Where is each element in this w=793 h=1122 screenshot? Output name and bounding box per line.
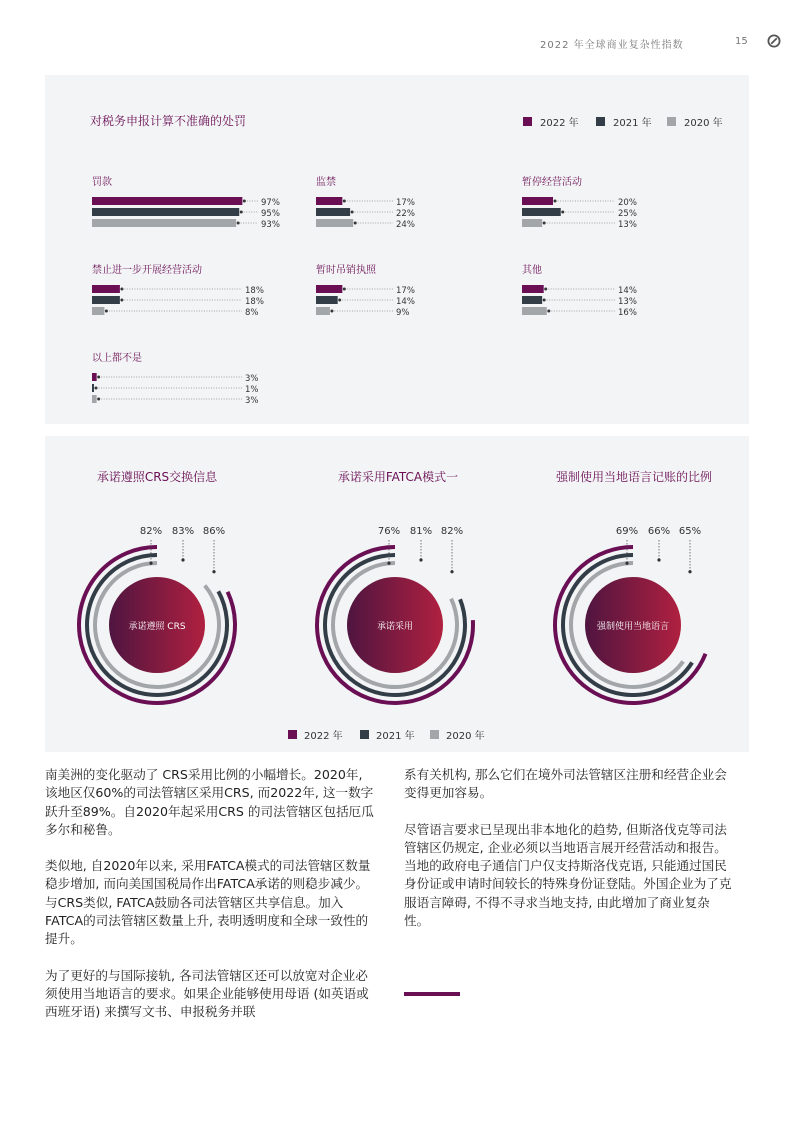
data-label: 97% — [261, 198, 280, 208]
bar — [522, 307, 547, 315]
bar — [92, 197, 242, 205]
leader-dot — [149, 562, 152, 565]
bar — [92, 219, 236, 227]
radial-value-label: 76% — [377, 526, 401, 537]
data-label: 3% — [245, 396, 259, 406]
bar — [92, 208, 239, 216]
bar — [92, 384, 94, 392]
page-number: 15 — [735, 36, 748, 47]
radial-value-label: 66% — [647, 526, 671, 537]
legend-swatch — [596, 117, 605, 126]
leader-dot — [212, 570, 215, 573]
paragraph: 类似地, 自2020年以来, 采用FATCA模式的司法管辖区数量稳步增加, 而向美国国税局作出FATCA承诺的则稳步减少。与CRS类似, FATCA鼓励各司法管辖区共享信息。加入FATCA的司法管辖区数量上升, 表明透明度和全球一致性的提升。 — [45, 858, 371, 947]
leader-dot — [657, 558, 660, 561]
data-label: 20% — [618, 198, 637, 208]
leader-dot — [688, 570, 691, 573]
bar — [316, 296, 338, 304]
legend-label: 2021 年 — [613, 118, 652, 129]
paragraph: 为了更好的与国际接轨, 各司法管辖区还可以放宽对企业必须使用当地语言的要求。如果企业能够使用母语 (如英语或西班牙语) 来撰写文书、申报税务并联 — [45, 967, 369, 1020]
chart-title: 对税务申报计算不准确的处罚 — [90, 114, 247, 128]
bar — [316, 285, 342, 293]
data-label: 25% — [618, 209, 637, 219]
radial-value-label: 81% — [409, 526, 433, 537]
legend-swatch — [360, 730, 369, 739]
data-label: 13% — [618, 297, 637, 307]
bar — [316, 219, 353, 227]
category-label: 监禁 — [316, 177, 336, 188]
bar — [92, 395, 97, 403]
legend-label: 2022 年 — [540, 118, 579, 129]
body-column-left — [45, 766, 375, 1040]
radial-center-label: 强制使用当地语言 — [596, 622, 670, 632]
leader-dot — [419, 558, 422, 561]
radial-center-label: 承诺遵照 CRS — [128, 622, 186, 632]
data-label: 3% — [245, 374, 259, 384]
data-label: 9% — [396, 308, 410, 318]
category-label: 其他 — [522, 265, 542, 276]
radial-value-label: 65% — [678, 526, 702, 537]
leader-dot — [450, 570, 453, 573]
paragraph: 南美洲的变化驱动了 CRS采用比例的小幅增长。2020年, 该地区仅60%的司法管辖区采用CRS, 而2022年, 这一数字跃升至89%。自2020年起采用CRS 的司法管辖区包括厄瓜多尔和秘鲁。 — [45, 767, 374, 837]
leader-dot — [387, 562, 390, 565]
data-label: 22% — [396, 209, 415, 219]
radial-value-label: 83% — [171, 526, 195, 537]
data-label: 16% — [618, 308, 637, 318]
body-column-right — [404, 766, 734, 948]
bar — [522, 208, 561, 216]
data-label: 24% — [396, 220, 415, 230]
leader-dot — [181, 558, 184, 561]
data-label: 95% — [261, 209, 280, 219]
radial-value-label: 86% — [202, 526, 226, 537]
bar — [92, 307, 104, 315]
bar — [522, 219, 542, 227]
legend-swatch — [430, 730, 439, 739]
paragraph: 尽管语言要求已呈现出非本地化的趋势, 但斯洛伐克等司法管辖区仍规定, 企业必须以当地语言展开经营活动和报告。当地的政府电子通信门户仅支持斯洛伐克语, 只能通过国民身份证或申请时间较长的特殊身份证登陆。外国企业为了克服语言障碍, 不得不寻求当地支持, 由此增加了商业复杂性。 — [404, 821, 732, 929]
radial-value-label: 82% — [139, 526, 163, 537]
data-label: 18% — [245, 297, 264, 307]
radial-value-label: 82% — [440, 526, 464, 537]
radial-value-label: 69% — [615, 526, 639, 537]
category-label: 罚款 — [92, 177, 112, 188]
legend-label: 2021 年 — [376, 731, 415, 742]
data-label: 1% — [245, 385, 259, 395]
legend-swatch — [523, 117, 532, 126]
legend-label: 2022 年 — [304, 731, 343, 742]
bar — [522, 285, 544, 293]
header-title: 2022 年全球商业复杂性指数 — [540, 40, 684, 51]
data-label: 93% — [261, 220, 280, 230]
radial-center-label: 承诺采用 — [376, 622, 414, 632]
leader-dot — [625, 562, 628, 565]
category-label: 暂停经营活动 — [522, 177, 582, 188]
data-label: 13% — [618, 220, 637, 230]
data-label: 17% — [396, 198, 415, 208]
data-label: 14% — [618, 286, 637, 296]
bar — [92, 285, 120, 293]
legend-label: 2020 年 — [446, 731, 485, 742]
radial-title: 承诺采用FATCA模式一 — [337, 470, 459, 484]
bar — [92, 296, 120, 304]
radial-title: 强制使用当地语言记账的比例 — [555, 470, 713, 484]
data-label: 14% — [396, 297, 415, 307]
data-label: 17% — [396, 286, 415, 296]
bar — [316, 197, 342, 205]
legend-label: 2020 年 — [684, 118, 723, 129]
radial-title: 承诺遵照CRS交换信息 — [96, 470, 218, 484]
data-label: 8% — [245, 308, 259, 318]
bar — [522, 296, 542, 304]
category-label: 以上都不是 — [92, 353, 142, 364]
legend-swatch — [667, 117, 676, 126]
accent-divider — [404, 992, 460, 996]
category-label: 暂时吊销执照 — [316, 265, 376, 276]
category-label: 禁止进一步开展经营活动 — [92, 265, 202, 276]
bar — [316, 208, 350, 216]
paragraph: 系有关机构, 那么它们在境外司法管辖区注册和经营企业会变得更加容易。 — [404, 767, 727, 801]
bar — [316, 307, 330, 315]
legend-swatch — [288, 730, 297, 739]
bar — [92, 373, 97, 381]
data-label: 18% — [245, 286, 264, 296]
bar — [522, 197, 553, 205]
